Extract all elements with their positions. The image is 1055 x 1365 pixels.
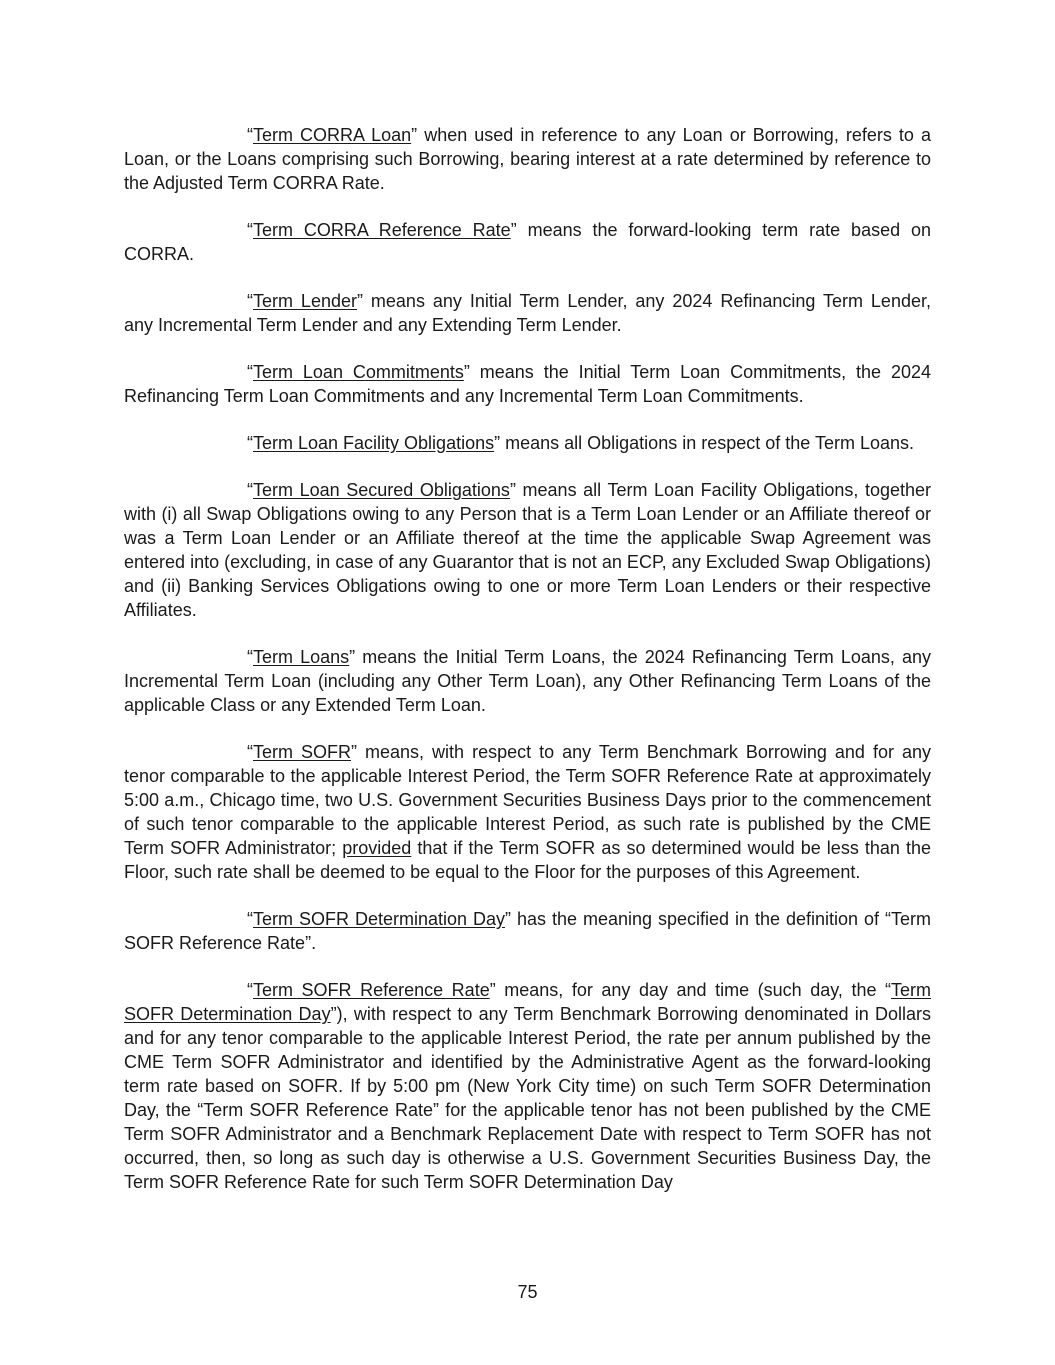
defined-term: Term CORRA Loan (253, 125, 412, 145)
definition-term-corra-loan: “Term CORRA Loan” when used in reference to any Loan or Borrowing, refers to a Loan, or the Loans comprising such Borrowing, bearing interest at a rate determined by reference to the Adjusted Term CORRA Rate. (124, 125, 931, 193)
definition-term-sofr: “Term SOFR” means, with respect to any Term Benchmark Borrowing and for any tenor comparable to the applicable Interest Period, the Term SOFR Reference Rate at approximately 5:00 a.m., Chicago time, two U.S. Government Securities Business Days prior to the commencement of such tenor comparable to the applicable Interest Period, as such rate is published by the CME Term SOFR Administrator; provided that if the Term SOFR as so determined would be less than the Floor, such rate shall be deemed to be equal to the Floor for the purposes of this Agreement. (124, 742, 931, 882)
definition-term-sofr-reference-rate: “Term SOFR Reference Rate” means, for any day and time (such day, the “Term SOFR Determination Day”), with respect to any Term Benchmark Borrowing denominated in Dollars and for any tenor comparable to the applicable Interest Period, the rate per annum published by the CME Term SOFR Administrator and identified by the Administrative Agent as the forward-looking term rate based on SOFR. If by 5:00 pm (New York City time) on such Term SOFR Determination Day, the “Term SOFR Reference Rate” for the applicable tenor has not been published by the CME Term SOFR Administrator and a Benchmark Replacement Date with respect to Term SOFR has not occurred, then, so long as such day is otherwise a U.S. Government Securities Business Day, the Term SOFR Reference Rate for such Term SOFR Determination Day (124, 980, 932, 1192)
definition-text: means all Term Loan Facility Obligations, together with (i) all Swap Obligations owing to any Person that is a Term Loan Lender or an Affiliate thereof or was a Term Loan Lender or an Affiliate thereof at the time the applicable Swap Agreement was entered into (excluding, in case of any Guarantor that is not an ECP, any Excluded Swap Obligations) and (ii) Banking Services Obligations owing to one or more Term Loan Lenders or their respective Affiliates. (124, 480, 931, 620)
definition-term-sofr-determination-day: “Term SOFR Determination Day” has the meaning specified in the definition of “Term SOFR Reference Rate”. (124, 909, 931, 953)
definition-text: means all Obligations in respect of the Term Loans. (500, 433, 914, 453)
page-number: 75 (517, 1282, 538, 1302)
definition-text: means any Initial Term Lender, any 2024 Refinancing Term Lender, any Incremental Term Lender and any Extending Term Lender. (124, 291, 931, 335)
definition-text: means, for any day and time (such day, the “ (495, 980, 892, 1000)
definition-term-loan-commitments: “Term Loan Commitments” means the Initial Term Loan Commitments, the 2024 Refinancing Term Loan Commitments and any Incremental Term Loan Commitments. (124, 362, 931, 406)
defined-term: Term SOFR Reference Rate (253, 980, 490, 1000)
proviso-word: provided (342, 838, 412, 858)
definition-text: that if the Term SOFR as so determined would be less than the Floor, such rate shall be deemed to be equal to the Floor for the purposes of this Agreement. (124, 838, 931, 882)
definition-text: means the Initial Term Loan Commitments, the 2024 Refinancing Term Loan Commitments and any Incremental Term Loan Commitments. (124, 362, 931, 406)
defined-term: Term CORRA Reference Rate (253, 220, 511, 240)
definition-term-loans: “Term Loans” means the Initial Term Loans, the 2024 Refinancing Term Loans, any Incremental Term Loan (including any Other Term Loan), any Other Refinancing Term Loans of the applicable Class or any Extended Term Loan. (124, 647, 931, 715)
definition-text: means, with respect to any Term Benchmark Borrowing and for any tenor comparable to the applicable Interest Period, the Term SOFR Reference Rate at approximately 5:00 a.m., Chicago time, two U.S. Government Securities Business Days prior to the commencement of such tenor comparable to the applicable Interest Period, as such rate is published by the CME Term SOFR Administrator; (124, 742, 931, 858)
defined-term: Term Loans (253, 647, 350, 667)
defined-term: Term SOFR Determination Day (253, 909, 505, 929)
definition-text: means the forward-looking term rate based on CORRA. (124, 220, 931, 264)
defined-term: Term Loan Commitments (253, 362, 464, 382)
definition-text: has the meaning specified in the definition of “Term SOFR Reference Rate”. (124, 909, 931, 953)
defined-term: Term SOFR (253, 742, 352, 762)
definition-term-lender: “Term Lender” means any Initial Term Lender, any 2024 Refinancing Term Lender, any Incremental Term Lender and any Extending Term Lender. (124, 291, 931, 335)
definition-text: ”), with respect to any Term Benchmark Borrowing denominated in Dollars and for any tenor comparable to the applicable Interest Period, the rate per annum published by the CME Term SOFR Administrator and identified by the Administrative Agent as the forward-looking term rate based on SOFR. If by 5:00 pm (New York City time) on such Term SOFR Determination Day, the “Term SOFR Reference Rate” for the applicable tenor has not been published by the CME Term SOFR Administrator and a Benchmark Replacement Date with respect to Term SOFR has not occurred, then, so long as such day is otherwise a U.S. Government Securities Business Day, the Term SOFR Reference Rate for such Term SOFR Determination Day (124, 1004, 931, 1192)
defined-term: Term Loan Secured Obligations (253, 480, 510, 500)
definition-term-corra-reference-rate: “Term CORRA Reference Rate” means the forward-looking term rate based on CORRA. (124, 220, 931, 264)
defined-term: Term Lender (253, 291, 357, 311)
defined-term: Term Loan Facility Obligations (253, 433, 495, 453)
defined-term-inline: Term SOFR Determination Day (124, 980, 932, 1024)
definition-text: means the Initial Term Loans, the 2024 Refinancing Term Loans, any Incremental Term Loan (including any Other Term Loan), any Other Refinancing Term Loans of the applicable Class or any Extended Term Loan. (124, 647, 931, 715)
definition-term-loan-facility-obligations: “Term Loan Facility Obligations” means all Obligations in respect of the Term Loans. (247, 433, 914, 453)
definition-term-loan-secured-obligations: “Term Loan Secured Obligations” means all Term Loan Facility Obligations, together with (i) all Swap Obligations owing to any Person that is a Term Loan Lender or an Affiliate thereof or was a Term Loan Lender or an Affiliate thereof at the time the applicable Swap Agreement was entered into (excluding, in case of any Guarantor that is not an ECP, any Excluded Swap Obligations) and (ii) Banking Services Obligations owing to one or more Term Loan Lenders or their respective Affiliates. (124, 480, 931, 620)
document-body (124, 123, 931, 1217)
definition-text: when used in reference to any Loan or Borrowing, refers to a Loan, or the Loans comprising such Borrowing, bearing interest at a rate determined by reference to the Adjusted Term CORRA Rate. (124, 125, 931, 193)
